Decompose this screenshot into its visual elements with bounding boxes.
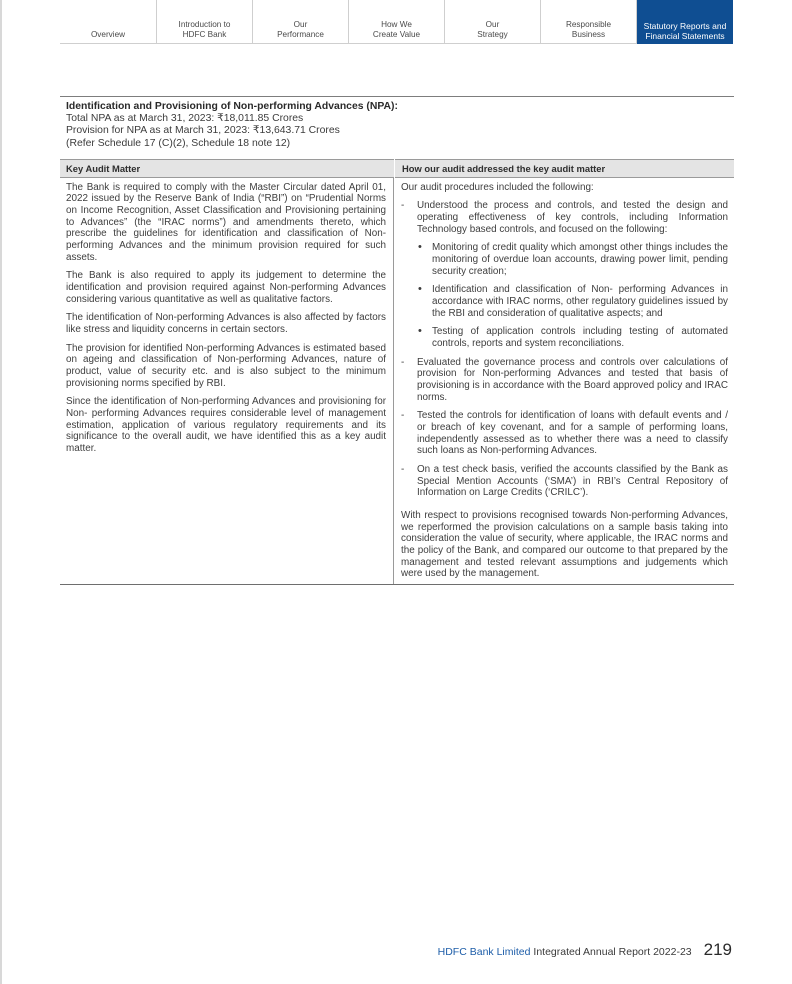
kam-paragraph: Since the identification of Non-performing Advances and provisioning for Non- performing Advances requires considerable level of management estimation, application of various regulatory requirements and its significance to the overall audit, we have identified this as a key audit matter. (66, 396, 386, 454)
procedure-item (401, 464, 728, 499)
dash-marker: - (401, 463, 405, 475)
nav-tab-label: Responsible Business (565, 20, 612, 39)
nav-tab-label: Introduction to HDFC Bank (178, 20, 231, 39)
kam-paragraph: The provision for identified Non-performing Advances is estimated based on ageing and classification of Non-performing Advances, nature of product, value of security etc. and is also subject to the minimum provisioning norms specified by RBI. (66, 342, 386, 389)
npa-heading: Identification and Provisioning of Non-performing Advances (NPA): (66, 101, 398, 112)
nav-tab-label: Our Performance (277, 20, 324, 39)
npa-reference-line: (Refer Schedule 17 (C)(2), Schedule 18 note 12) (66, 137, 291, 149)
sub-list-item (417, 242, 728, 277)
audit-table-header (60, 159, 734, 178)
sub-item-text: Monitoring of credit quality which amongst other things includes the monitoring of overdue loan accounts, drawing power limit, pending security creation; (432, 242, 728, 277)
procedure-item (401, 200, 728, 349)
procedure-sub-list (417, 242, 728, 349)
header-key-audit-matter: Key Audit Matter (66, 162, 141, 174)
page-left-edge-rule (0, 0, 2, 984)
procedure-text: Tested the controls for identification of loans with default events and / or breach of key covenant, and for a sample of performing loans, independently assessed as to whether there was a need to classify such loans as Non-performing Advances. (417, 410, 728, 457)
kam-paragraph: The Bank is required to comply with the Master Circular dated April 01, 2022 issued by the Reserve Bank of India (“RBI”) on “Prudential Norms on Income Recognition, Asset Classification and Provisioning pertaining to Advances” (the “IRAC norms”) and amendments thereto, which prescribe the guidelines for identification and classification of Non-performing Advances and the minimum provision required for such assets. (66, 181, 386, 263)
nav-tab-responsible-business[interactable] (541, 0, 637, 44)
bullet-marker: • (418, 283, 422, 296)
procedures-intro: Our audit procedures included the following: (401, 181, 594, 193)
dash-marker: - (401, 200, 405, 212)
section-navigation (60, 0, 733, 44)
kam-paragraph: The identification of Non-performing Advances is also affected by factors like stress and liquidity concerns in certain sectors. (66, 312, 386, 336)
nav-tab-strategy[interactable] (445, 0, 541, 44)
kam-paragraph: The Bank is also required to apply its judgement to determine the identification and provision required against Non-performing Advances considering various quantitative as well as qualitative factors. (66, 270, 386, 305)
sub-list-item (417, 284, 728, 319)
sub-item-text: Identification and classification of Non- performing Advances in accordance with IRAC norms, other regulatory guidelines issued by the RBI and consideration of qualitative aspects; and (432, 284, 728, 319)
nav-tab-statutory-reports[interactable] (637, 0, 733, 44)
nav-tab-create-value[interactable] (349, 0, 445, 44)
audit-table-body (60, 178, 734, 585)
page-number: 219 (703, 940, 732, 959)
key-audit-matter-column (60, 178, 394, 584)
nav-tab-performance[interactable] (253, 0, 349, 44)
procedure-text: Evaluated the governance process and controls over calculations of provision for Non-performing Advances and tested that basis of provisioning is in accordance with the Board approved policy and IRAC norms. (417, 356, 728, 403)
npa-summary (60, 97, 734, 150)
footer-brand: HDFC Bank Limited (437, 946, 531, 958)
footer-report-title: Integrated Annual Report 2022-23 (533, 946, 692, 958)
closing-paragraph: With respect to provisions recognised towards Non-performing Advances, we reperformed the provision calculations on a sample basis taking into consideration the value of security, where applicable, the IRAC norms and the policy of the Bank, and compared our outcome to that prepared by the management and tested relevant assumptions and judgements which were used by the management. (401, 509, 728, 580)
sub-list-item (417, 326, 728, 349)
dash-marker: - (401, 410, 405, 422)
page-footer (438, 940, 732, 960)
dash-marker: - (401, 356, 405, 368)
sub-item-text: Testing of application controls including testing of automated controls, reports and system reconciliations. (432, 326, 728, 350)
npa-total-line: Total NPA as at March 31, 2023: ₹18,011.85 Crores (66, 113, 304, 125)
audit-matter-section (60, 96, 734, 585)
procedure-text: On a test check basis, verified the accounts classified by the Bank as Special Mention Accounts (‘SMA’) in RBI’s Central Repository of Information on Large Credits (‘CRILC’). (417, 463, 728, 499)
header-audit-response: How our audit addressed the key audit matter (394, 159, 734, 178)
procedure-text: Understood the process and controls, and tested the design and operating effectiveness of key controls, including Information Technology based controls, and focused on the following: (417, 200, 728, 235)
nav-tab-overview[interactable] (60, 0, 157, 44)
nav-tab-label: Overview (90, 30, 126, 39)
nav-tab-label: How We Create Value (372, 20, 421, 39)
nav-tab-label: Statutory Reports and Financial Statements (643, 21, 727, 41)
nav-tab-label: Our Strategy (477, 20, 508, 39)
bullet-marker: • (418, 241, 422, 254)
npa-provision-line: Provision for NPA as at March 31, 2023: ₹13,643.71 Crores (66, 125, 340, 137)
procedure-item (401, 357, 728, 404)
bullet-marker: • (418, 325, 422, 338)
nav-tab-introduction[interactable] (157, 0, 253, 44)
audit-response-column (394, 178, 734, 584)
procedure-item (401, 410, 728, 457)
